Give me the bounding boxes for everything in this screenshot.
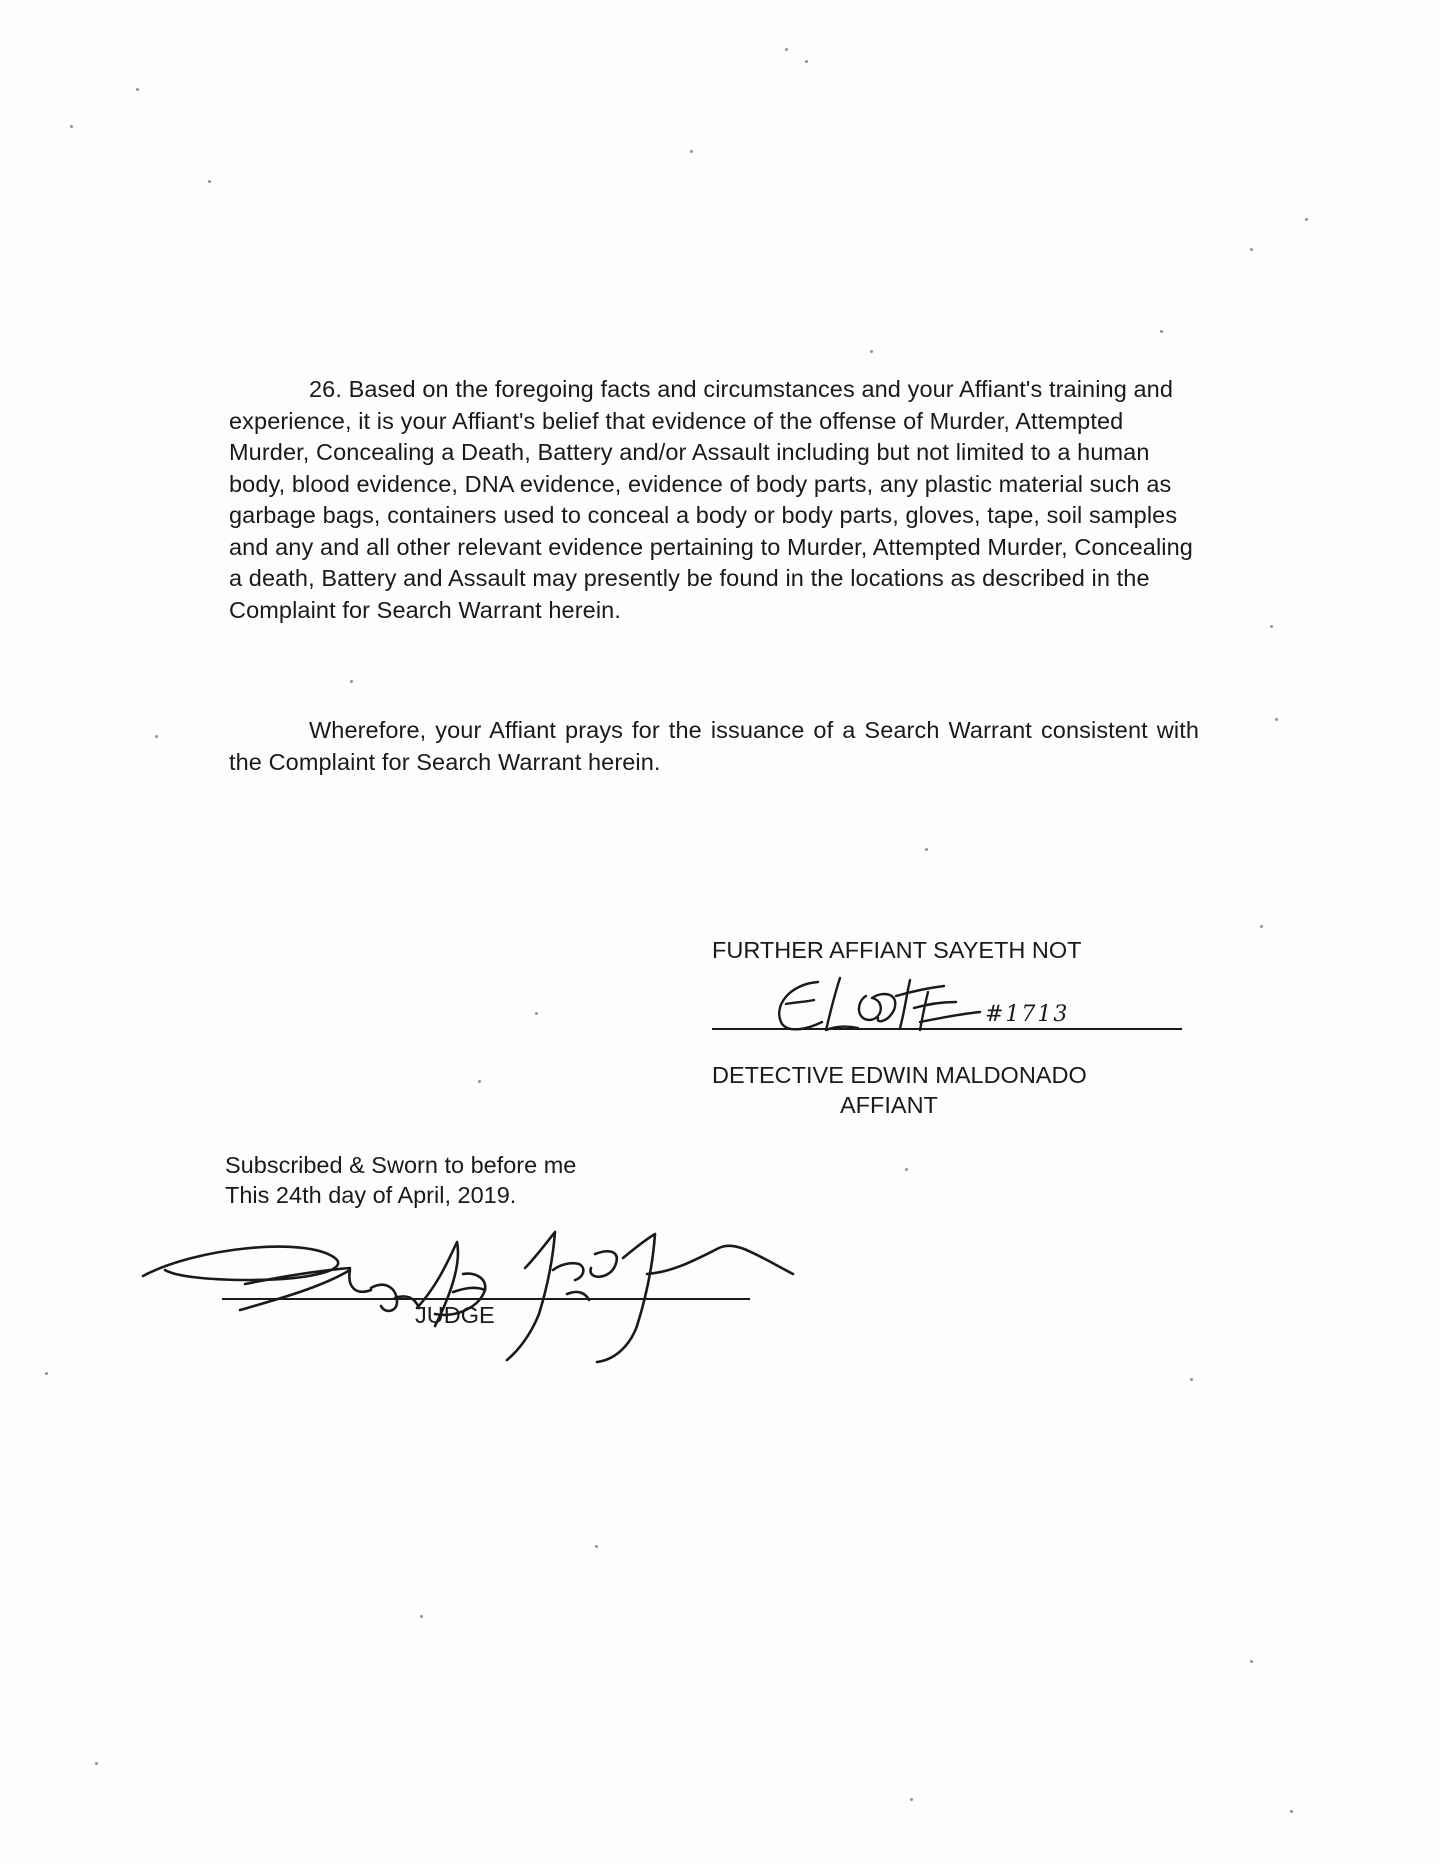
scan-speck <box>136 88 139 91</box>
affiant-signature-line <box>712 1028 1182 1030</box>
scan-speck <box>45 1372 48 1375</box>
scan-speck <box>70 125 73 128</box>
badge-number: #1713 <box>985 1002 1070 1027</box>
scan-speck <box>535 1012 538 1015</box>
scan-speck <box>420 1615 423 1618</box>
affiant-signature <box>760 972 1140 1042</box>
scan-speck <box>350 680 353 683</box>
scan-speck <box>208 180 211 183</box>
scan-speck <box>690 150 693 153</box>
paragraph-26: 26. Based on the foregoing facts and circumstances and your Affiant's training and experience, it is your Affiant's belief that evidence of the offense of Murder, Attempted Murder, Concealing a Death, Battery and/or Assault including but not limited to a human body, blood evidence, DNA evidence, evidence of body parts, any plastic material such as garbage bags, containers used to conceal a body or body parts, gloves, tape, soil samples and any and all other relevant evidence pertaining to Murder, Attempted Murder, Concealing a death, Battery and Assault may presently be found in the locations as described in the Complaint for Search Warrant herein. <box>229 376 1193 623</box>
paragraph-wherefore: Wherefore, your Affiant prays for the issuance of a Search Warrant consistent with the Complaint for Search Warrant herein. <box>229 717 1199 775</box>
scan-speck <box>1160 330 1163 333</box>
scan-speck <box>870 350 873 353</box>
scan-speck <box>155 735 158 738</box>
scan-speck <box>478 1080 481 1083</box>
sworn-statement-line-2: This 24th day of April, 2019. <box>225 1182 517 1208</box>
scan-speck <box>925 848 928 851</box>
sworn-statement-line-1: Subscribed & Sworn to before me <box>225 1152 577 1178</box>
affiant-name: DETECTIVE EDWIN MALDONADO <box>712 1062 1087 1088</box>
scan-speck <box>910 1798 913 1801</box>
scan-speck <box>805 60 808 63</box>
affiant-role: AFFIANT <box>840 1092 938 1118</box>
scan-speck <box>1250 1660 1253 1663</box>
scan-speck <box>1290 1810 1293 1813</box>
scan-speck <box>1275 718 1278 721</box>
scan-speck <box>95 1762 98 1765</box>
scan-speck <box>1190 1378 1193 1381</box>
scan-speck <box>1260 925 1263 928</box>
scan-speck <box>1250 248 1253 251</box>
scan-speck <box>595 1545 598 1548</box>
closing-statement: FURTHER AFFIANT SAYETH NOT <box>712 937 1082 963</box>
scan-speck <box>1270 625 1273 628</box>
judge-label: JUDGE <box>415 1302 495 1328</box>
scan-speck <box>1305 218 1308 221</box>
scan-speck <box>905 1168 908 1171</box>
scan-speck <box>785 48 788 51</box>
judge-signature <box>135 1218 795 1368</box>
